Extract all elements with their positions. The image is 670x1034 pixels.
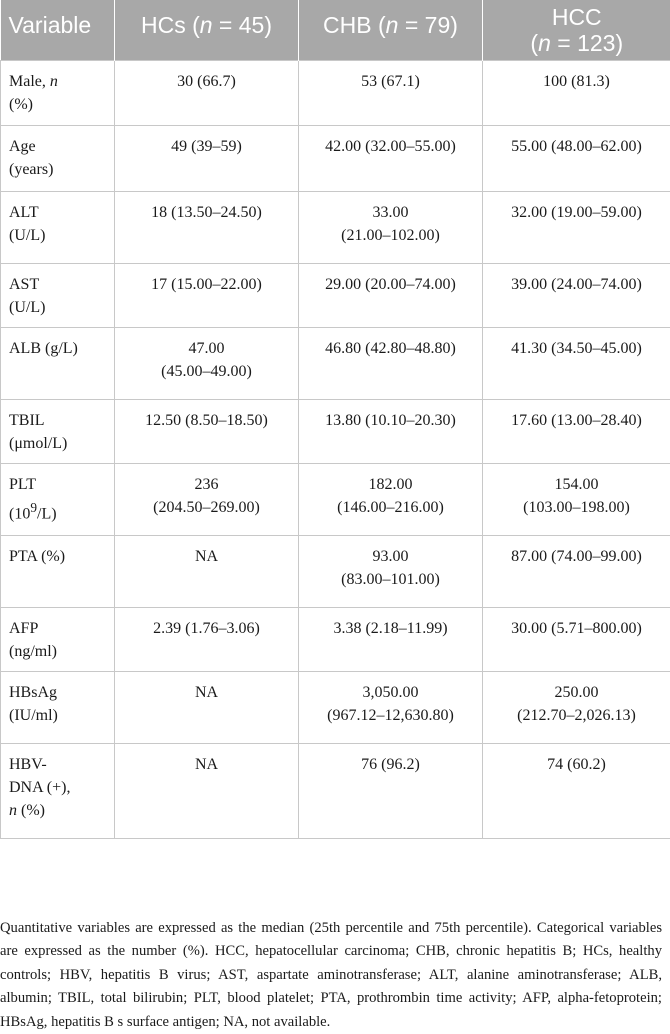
row-variable: [1, 61, 115, 126]
variable-text: Male,: [9, 73, 50, 90]
cell-hcs: NA: [115, 536, 299, 608]
cell-chb: 53 (67.1): [299, 61, 483, 126]
cell-hcc: 100 (81.3): [483, 61, 670, 126]
row-variable: [1, 400, 115, 464]
cell-range: (204.50–269.00): [153, 499, 260, 516]
header-hcc-count: = 123): [551, 30, 623, 56]
header-chb: [299, 0, 483, 61]
table-row: [1, 61, 670, 126]
cell-median: 3,050.00: [363, 684, 419, 701]
variable-unit: (%): [17, 802, 45, 819]
cell-hcc: [483, 464, 670, 536]
header-chb-n: n: [386, 12, 399, 38]
header-hcc-open: (: [530, 30, 538, 56]
variable-unit-tail: /L): [37, 505, 57, 522]
cell-chb: [299, 672, 483, 744]
table-footnote: Quantitative variables are expressed as the median (25th percentile and 75th percentile). Categorical variables are expressed as the number (%). HCC, hepatocellular carcinoma; CHB, chronic hepatitis B; HCs, healthy controls; HBV, hepatitis B virus; AST, aspartate aminotransferase; ALT, alanine aminotransferase; ALB, albumin; TBIL, total bilirubin; PLT, blood platelet; PTA, prothrombin time activity; AFP, alpha-fetoprotein; HBsAg, hepatitis B s surface antigen; NA, not available.: [0, 917, 662, 1034]
cell-hcs: 12.50 (8.50–18.50): [115, 400, 299, 464]
cell-chb: 76 (96.2): [299, 744, 483, 839]
table-row: [1, 608, 670, 672]
variable-unit: (IU/ml): [9, 707, 58, 724]
cell-hcc: 39.00 (24.00–74.00): [483, 264, 670, 328]
cell-hcs: 49 (39–59): [115, 126, 299, 192]
row-variable: PTA (%): [1, 536, 115, 608]
cell-hcs: [115, 328, 299, 400]
cell-chb: 46.80 (42.80–48.80): [299, 328, 483, 400]
table-body: [1, 61, 670, 839]
cell-hcs: 30 (66.7): [115, 61, 299, 126]
cell-hcc: [483, 672, 670, 744]
cell-range: (212.70–2,026.13): [517, 707, 636, 724]
variable-text: Age: [9, 138, 36, 155]
variable-text: HBsAg: [9, 684, 57, 701]
cell-hcs: [115, 464, 299, 536]
row-variable: [1, 464, 115, 536]
cell-hcs: NA: [115, 672, 299, 744]
cell-range: (967.12–12,630.80): [327, 707, 454, 724]
row-variable: ALB (g/L): [1, 328, 115, 400]
variable-unit: (years): [9, 161, 53, 178]
cell-hcs: NA: [115, 744, 299, 839]
cell-hcc: 32.00 (19.00–59.00): [483, 192, 670, 264]
variable-text: PLT: [9, 476, 36, 493]
cell-median: 47.00: [189, 340, 225, 357]
variable-text-cont: DNA (+),: [9, 779, 70, 796]
variable-text: ALT: [9, 204, 39, 221]
header-row: [1, 0, 670, 61]
table-row: [1, 744, 670, 839]
row-variable: [1, 608, 115, 672]
row-variable: [1, 264, 115, 328]
cell-chb: 13.80 (10.10–20.30): [299, 400, 483, 464]
table-row: [1, 672, 670, 744]
header-chb-label: CHB (: [323, 12, 386, 38]
cell-hcc: 41.30 (34.50–45.00): [483, 328, 670, 400]
cell-range: (146.00–216.00): [337, 499, 444, 516]
cell-range: (45.00–49.00): [161, 363, 252, 380]
cell-hcs: 18 (13.50–24.50): [115, 192, 299, 264]
header-hcs: [115, 0, 299, 61]
variable-text: TBIL: [9, 412, 45, 429]
variable-n: n: [9, 802, 17, 819]
cell-hcc: 55.00 (48.00–62.00): [483, 126, 670, 192]
cell-hcc: 74 (60.2): [483, 744, 670, 839]
header-hcc-n: n: [538, 30, 551, 56]
header-hcc: [483, 0, 670, 61]
cell-median: 93.00: [373, 548, 409, 565]
row-variable: [1, 672, 115, 744]
cell-hcc: 17.60 (13.00–28.40): [483, 400, 670, 464]
row-variable: [1, 192, 115, 264]
variable-text: AFP: [9, 620, 38, 637]
table-header: [1, 0, 670, 61]
row-variable: [1, 126, 115, 192]
cell-hcc: 87.00 (74.00–99.00): [483, 536, 670, 608]
variable-unit: (μmol/L): [9, 435, 67, 452]
cell-chb: 42.00 (32.00–55.00): [299, 126, 483, 192]
variable-text: HBV-: [9, 756, 47, 773]
cell-chb: [299, 192, 483, 264]
cell-range: (103.00–198.00): [523, 499, 630, 516]
header-hcc-label: HCC: [552, 4, 602, 30]
variable-text: AST: [9, 276, 39, 293]
cell-chb: [299, 536, 483, 608]
variable-n: n: [50, 73, 58, 90]
table-row: [1, 464, 670, 536]
cell-chb: 29.00 (20.00–74.00): [299, 264, 483, 328]
cell-chb: 3.38 (2.18–11.99): [299, 608, 483, 672]
header-hcs-n: n: [200, 12, 213, 38]
cell-median: 250.00: [555, 684, 599, 701]
table-row: [1, 126, 670, 192]
header-variable: [1, 0, 115, 61]
table-row: [1, 192, 670, 264]
cell-median: 33.00: [373, 204, 409, 221]
cell-median: 182.00: [369, 476, 413, 493]
row-variable: [1, 744, 115, 839]
cell-range: (83.00–101.00): [341, 571, 440, 588]
cell-range: (21.00–102.00): [341, 227, 440, 244]
header-hcs-label: HCs (: [141, 12, 200, 38]
cell-hcc: 30.00 (5.71–800.00): [483, 608, 670, 672]
table-row: [1, 328, 670, 400]
table-row: [1, 536, 670, 608]
header-chb-count: = 79): [398, 12, 457, 38]
variable-unit: (U/L): [9, 227, 45, 244]
table-row: [1, 264, 670, 328]
header-hcs-count: = 45): [213, 12, 272, 38]
cell-hcs: 2.39 (1.76–3.06): [115, 608, 299, 672]
cell-hcs: 17 (15.00–22.00): [115, 264, 299, 328]
table-row: [1, 400, 670, 464]
cell-chb: [299, 464, 483, 536]
variable-unit: (ng/ml): [9, 643, 57, 660]
variable-unit-exponent: 9: [30, 500, 37, 515]
cell-median: 154.00: [555, 476, 599, 493]
header-variable-label: Variable: [9, 12, 92, 38]
variable-unit: (U/L): [9, 299, 45, 316]
variable-unit: (%): [9, 96, 33, 113]
cell-median: 236: [195, 476, 219, 493]
variable-unit-base: (10: [9, 505, 30, 522]
